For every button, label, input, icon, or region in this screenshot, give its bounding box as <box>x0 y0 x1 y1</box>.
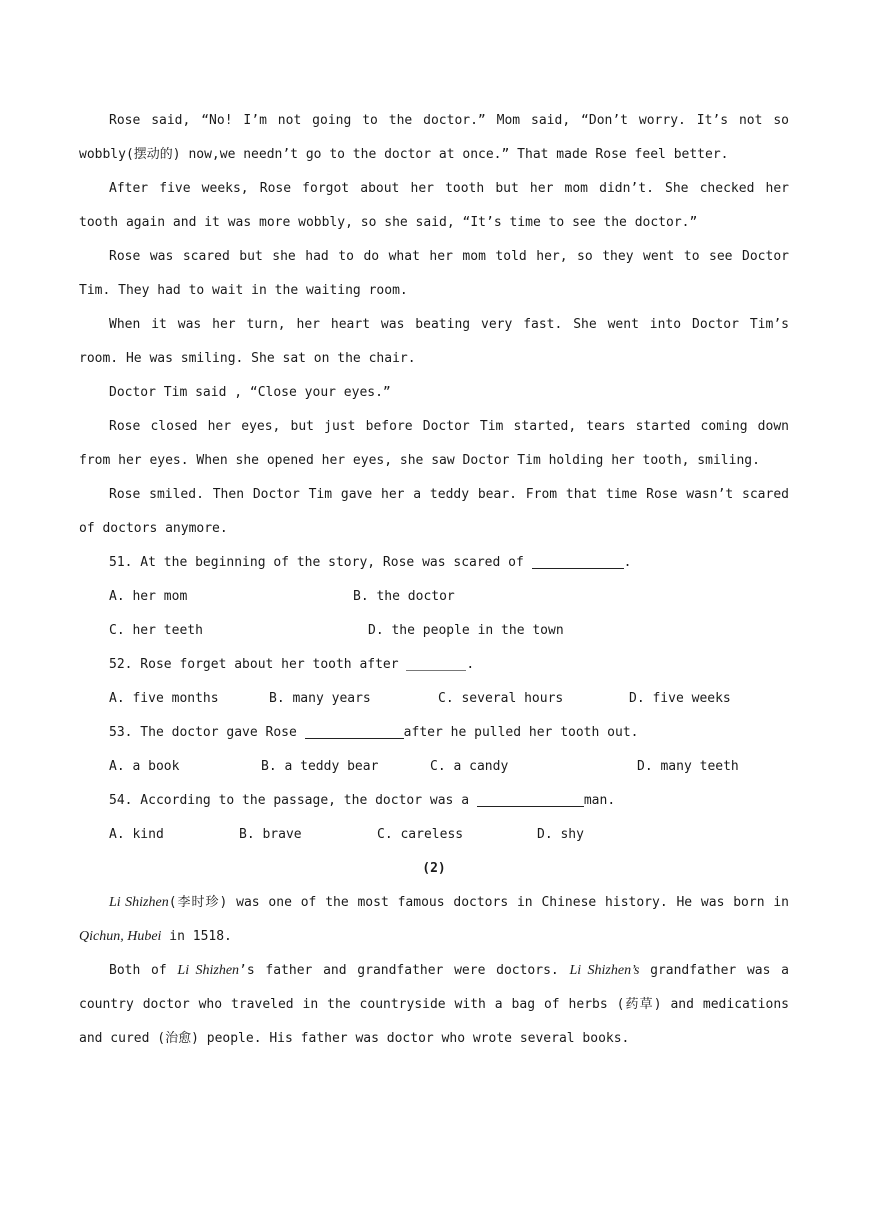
story-paragraph-7: Rose smiled. Then Doctor Tim gave her a teddy bear. From that time Rose wasn’t scared of doctors anymore. <box>79 487 789 536</box>
story-paragraph-6: Rose closed her eyes, but just before Doctor Tim started, tears started coming down from her eyes. When she opened her eyes, she saw Doctor Tim holding her tooth, smiling. <box>79 419 789 468</box>
story-paragraph-2: After five weeks, Rose forgot about her tooth but her mom didn’t. She checked her tooth again and it was more wobbly, so she said, “It’s time to see the doctor.” <box>79 181 789 230</box>
section2-paragraph-1 <box>79 886 789 954</box>
question-text: 53. The doctor gave Rose <box>109 725 305 740</box>
question-text-end: man. <box>583 793 616 808</box>
option-a[interactable]: A. a book <box>109 759 180 774</box>
option-a[interactable]: A. kind <box>109 827 164 842</box>
answer-blank[interactable] <box>477 792 584 807</box>
person-name: Li Shizhen <box>109 895 169 910</box>
paragraph-text: was one of the most famous doctors in Chinese history. He was born in <box>227 895 789 910</box>
question-51 <box>79 546 789 580</box>
answer-blank[interactable] <box>532 554 624 569</box>
option-a[interactable]: A. her mom <box>109 589 188 604</box>
options-51-row2 <box>79 614 789 648</box>
options-53 <box>79 750 789 784</box>
section-heading: (2) <box>422 861 446 876</box>
options-52 <box>79 682 789 716</box>
question-text: 52. Rose forget about her tooth after <box>109 657 407 672</box>
story-paragraph-3: Rose was scared but she had to do what her mom told her, so they went to see Doctor Tim. They had to wait in the waiting room. <box>79 249 789 298</box>
option-c[interactable]: C. several hours <box>438 691 564 706</box>
option-c[interactable]: C. her teeth <box>109 623 203 638</box>
option-c[interactable]: C. careless <box>377 827 464 842</box>
paragraph-text-end: in 1518. <box>161 929 232 944</box>
option-b[interactable]: B. many years <box>269 691 371 706</box>
story-paragraph-4: When it was her turn, her heart was beating very fast. She went into Doctor Tim’s room. He was smiling. She sat on the chair. <box>79 317 789 366</box>
option-d[interactable]: D. many teeth <box>637 759 739 774</box>
person-name: Li Shizhen <box>177 963 240 978</box>
question-54 <box>79 784 789 818</box>
option-d[interactable]: D. shy <box>537 827 584 842</box>
question-text-end: after he pulled her tooth out. <box>403 725 639 740</box>
question-text-end: . <box>623 555 632 570</box>
place-name: Qichun, Hubei <box>79 929 162 944</box>
story-paragraph-5: Doctor Tim said , “Close your eyes.” <box>109 385 391 400</box>
answer-blank[interactable] <box>406 656 466 671</box>
paragraph-lead: Both of <box>109 963 178 978</box>
answer-blank[interactable] <box>305 724 404 739</box>
question-text: 51. At the beginning of the story, Rose was scared of <box>109 555 532 570</box>
option-c[interactable]: C. a candy <box>430 759 509 774</box>
option-b[interactable]: B. a teddy bear <box>261 759 379 774</box>
question-text-end: . <box>466 657 475 672</box>
option-b[interactable]: B. the doctor <box>353 589 455 604</box>
option-a[interactable]: A. five months <box>109 691 219 706</box>
options-51 <box>79 580 789 614</box>
person-name-possessive: Li Shizhen’s <box>569 963 640 978</box>
question-52 <box>79 648 789 682</box>
option-b[interactable]: B. brave <box>239 827 302 842</box>
options-54 <box>79 818 789 852</box>
option-d[interactable]: D. the people in the town <box>368 623 564 638</box>
question-text: 54. According to the passage, the doctor was a <box>109 793 477 808</box>
paragraph-text: ’s father and grandfather were doctors. <box>239 963 570 978</box>
section2-paragraph-2 <box>79 954 789 1056</box>
question-53 <box>79 716 789 750</box>
paragraph-text-end: grandfather was a country doctor who traveled in the countryside with a bag of herbs (药草) and medications and cured (治愈) people. His father was doctor who wrote several books. <box>79 963 789 1046</box>
story-paragraph-1: Rose said, “No! I’m not going to the doctor.” Mom said, “Don’t worry. It’s not so wobbly(摆动的) now,we needn’t go to the doctor at once.” That made Rose feel better. <box>79 113 789 162</box>
chinese-name: (李时珍) <box>168 895 228 910</box>
option-d[interactable]: D. five weeks <box>629 691 731 706</box>
